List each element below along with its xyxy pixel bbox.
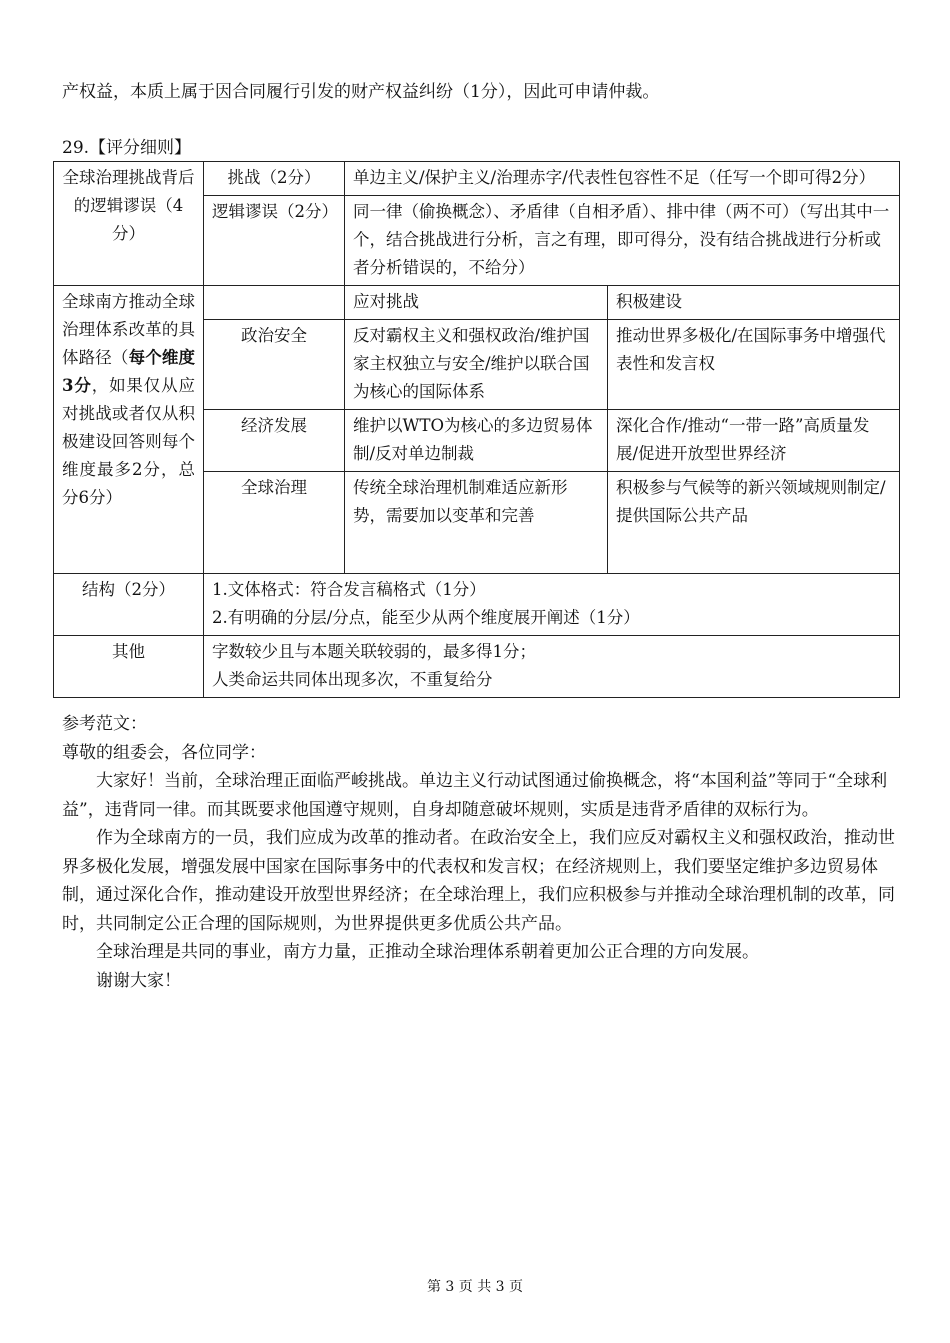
global-south-path-category: 全球南方推动全球治理体系改革的具体路径（每个维度 3分，如果仅从应对挑战或者仅从积极建设回答则每个维度最多2分，总分6分） <box>54 286 204 574</box>
other-category: 其他 <box>54 636 204 698</box>
build-criteria: 积极参与气候等的新兴领域规则制定/提供国际公共产品 <box>608 472 900 574</box>
other-item: 字数较少且与本题关联较弱的，最多得1分； <box>212 642 536 661</box>
respond-criteria: 传统全球治理机制难适应新形势，需要加以变革和完善 <box>345 472 608 574</box>
build-criteria: 深化合作/推动“一带一路”高质量发展/促进开放型世界经济 <box>608 410 900 472</box>
other-criteria <box>204 636 900 698</box>
scoring-rubric-table <box>53 161 900 698</box>
dimension-header-blank <box>204 286 345 320</box>
structure-item: 1.文体格式：符合发言稿格式（1分） <box>212 580 486 599</box>
other-item: 人类命运共同体出现多次，不重复给分 <box>212 670 493 689</box>
essay-paragraph: 作为全球南方的一员，我们应成为改革的推动者。在政治安全上，我们应反对霸权主义和强权政治，推动世界多极化发展，增强发展中国家在国际事务中的代表权和发言权；在经济规则上，我们要坚定维护多边贸易体制，通过深化合作，推动建设开放型世界经济；在全球治理上，我们应积极参与并推动全球治理机制的改革，同时，共同制定公正合理的国际规则，为世界提供更多优质公共产品。 <box>62 828 895 934</box>
build-column-header: 积极建设 <box>608 286 900 320</box>
essay-paragraph: 大家好！当前，全球治理正面临严峻挑战。单边主义行动试图通过偷换概念，将“本国利益”等同于“全球利益”，违背同一律。而其既要求他国遵守规则，自身却随意破坏规则，实质是违背矛盾律的双标行为。 <box>62 771 888 820</box>
essay-greeting: 尊敬的组委会，各位同学： <box>62 742 266 763</box>
continued-answer-line: 产权益，本质上属于因合同履行引发的财产权益纠纷（1分），因此可申请仲裁。 <box>62 82 660 102</box>
structure-criteria <box>204 574 900 636</box>
structure-category: 结构（2分） <box>54 574 204 636</box>
question-heading: 29.【评分细则】 <box>62 138 192 158</box>
essay-paragraph: 全球治理是共同的事业，南方力量，正推动全球治理体系朝着更加公正合理的方向发展。 <box>96 942 759 962</box>
dimension-name: 政治安全 <box>204 320 345 410</box>
build-criteria: 推动世界多极化/在国际事务中增强代表性和发言权 <box>608 320 900 410</box>
challenge-subitem: 挑战（2分） <box>204 162 345 196</box>
fallacy-subitem: 逻辑谬误（2分） <box>204 196 345 286</box>
fallacy-criteria: 同一律（偷换概念）、矛盾律（自相矛盾）、排中律（两不可）（写出其中一个，结合挑战进行分析，言之有理，即可得分，没有结合挑战进行分析或者分析错误的，不给分） <box>345 196 900 286</box>
structure-item: 2.有明确的分层/分点，能至少从两个维度展开阐述（1分） <box>212 608 640 627</box>
logic-fallacy-category: 全球治理挑战背后的逻辑谬误（4分） <box>54 162 204 286</box>
respond-criteria: 维护以WTO为核心的多边贸易体制/反对单边制裁 <box>345 410 608 472</box>
essay-closing: 谢谢大家！ <box>96 970 181 991</box>
challenge-criteria: 单边主义/保护主义/治理赤字/代表性包容性不足（任写一个即可得2分） <box>345 162 900 196</box>
reference-essay <box>62 710 898 995</box>
respond-criteria: 反对霸权主义和强权政治/维护国家主权独立与安全/维护以联合国为核心的国际体系 <box>345 320 608 410</box>
respond-column-header: 应对挑战 <box>345 286 608 320</box>
dimension-name: 全球治理 <box>204 472 345 574</box>
dimension-name: 经济发展 <box>204 410 345 472</box>
essay-label: 参考范文： <box>62 714 147 734</box>
page-number: 第 3 页 共 3 页 <box>426 1279 524 1295</box>
